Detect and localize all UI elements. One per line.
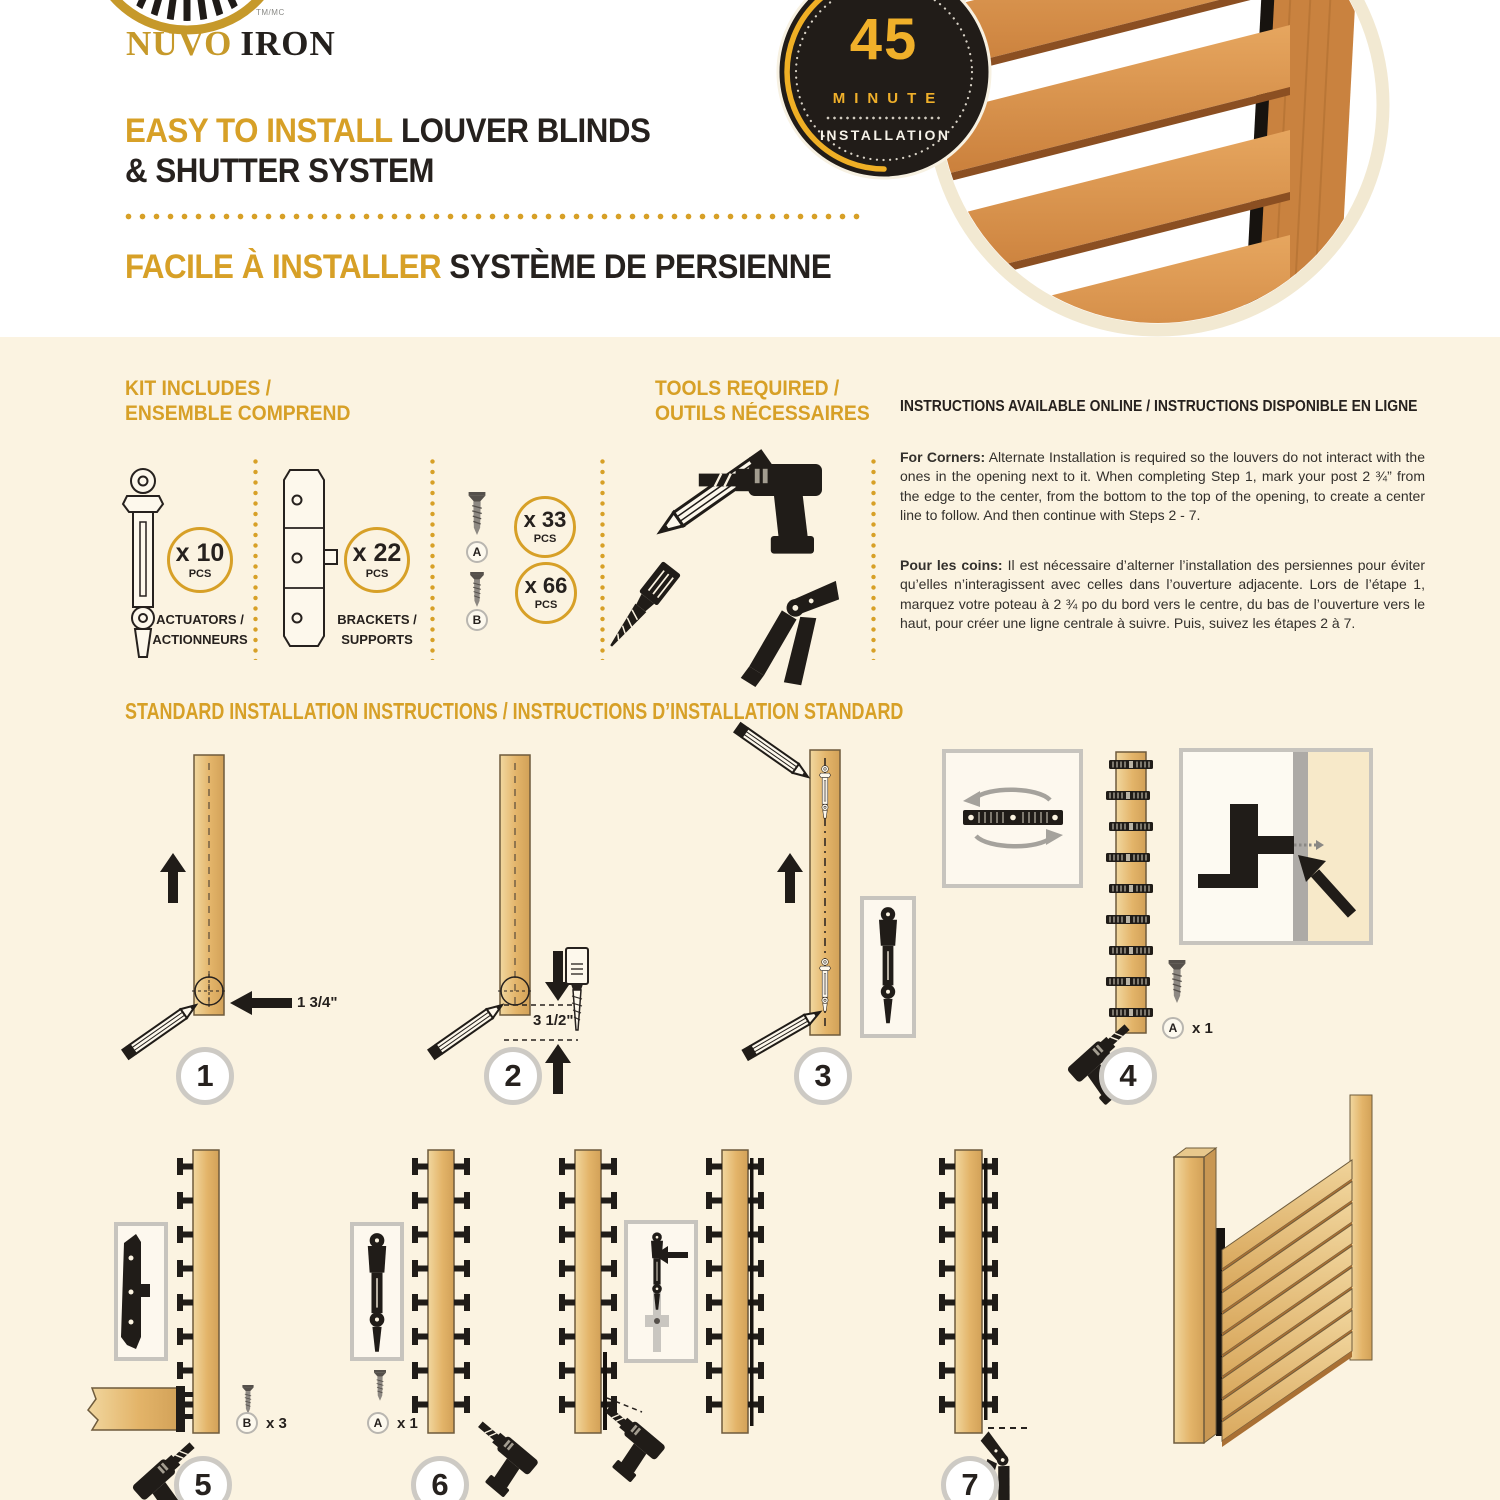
bracket-mount-inset	[1181, 750, 1371, 943]
kit-divider-1	[253, 458, 258, 660]
step5-screw-qty: x 3	[266, 1415, 287, 1432]
title-en-accent: EASY TO INSTALL	[125, 112, 393, 150]
drill-bit-icon	[602, 561, 681, 653]
step5-illustration	[88, 1150, 254, 1500]
bracket-inset	[116, 1224, 166, 1359]
step-number-7: 7	[941, 1456, 999, 1500]
tools-heading: TOOLS REQUIRED / OUTILS NÉCESSAIRES	[655, 377, 870, 426]
kit-actuators-label: ACTUATORS / ACTIONNEURS	[152, 612, 248, 647]
badge-number: 45	[849, 7, 919, 72]
corners-note-fr-body: Il est nécessaire d’alterner l’installation des persiennes pour éviter qu’elles n’interagissent avec celles dans l’ouverture adjacente. Lors de l’étape 1, marquez votre poteau à 2 ¾ po du bord vers le centre, du bas de l’ouverture vers le haut, pour créer une ligne centrale à suivre. Puis, suivez les étapes 2 à 7.	[900, 557, 1425, 631]
step2-illustration	[427, 755, 588, 1094]
title-fr-accent: FACILE À INSTALLER	[125, 248, 442, 286]
finished-louver-panel	[1174, 1095, 1372, 1447]
snips-icon	[740, 568, 842, 699]
step5-screw-badge: B	[236, 1412, 258, 1434]
installation-heading: STANDARD INSTALLATION INSTRUCTIONS / INSTRUCTIONS D’INSTALLATION STANDARD	[125, 698, 904, 724]
screw-a-badge: A	[466, 541, 488, 563]
corners-note-en-lead: For Corners:	[900, 449, 986, 465]
badge-unit: MINUTE	[832, 90, 945, 107]
step6-illustration	[352, 1150, 764, 1500]
step7-illustration	[939, 1150, 1036, 1500]
rotation-inset	[944, 751, 1081, 886]
actuator-inset	[862, 898, 914, 1036]
step-number-2: 2	[484, 1047, 542, 1105]
step3-illustration	[733, 722, 914, 1061]
kit-heading: KIT INCLUDES / ENSEMBLE COMPREND	[125, 377, 351, 426]
title-en-line2: & SHUTTER SYSTEM	[125, 152, 434, 190]
step2-measurement: 3 1/2"	[533, 1012, 574, 1029]
step6-screw-qty: x 1	[397, 1415, 418, 1432]
title-en-line1	[125, 112, 696, 151]
kit-divider-2	[430, 458, 435, 660]
corners-note-en-body: Alternate Installation is required so the louvers do not interact with the ones in the opening next to it. When completing Step 1, mark your post 2 ¾” from the edge to the center, from the bottom to the top of the opening, to create a center line to follow. And then continue with Steps 2 - 7.	[900, 449, 1425, 523]
actuator-inset	[352, 1224, 402, 1359]
brand-iron: IRON	[240, 24, 336, 63]
step-number-3: 3	[794, 1047, 852, 1105]
kit-actuators-qty: x 10 PCS	[167, 527, 233, 593]
step-number-4: 4	[1099, 1047, 1157, 1105]
step1-illustration	[121, 755, 292, 1060]
kit-screw-b-qty: x 66 PCS	[515, 562, 577, 624]
title-fr-rest: SYSTÈME DE PERSIENNE	[449, 248, 832, 286]
drill-icon	[699, 464, 822, 554]
step6-screw-badge: A	[367, 1412, 389, 1434]
badge-dotted-line	[826, 116, 942, 121]
trademark-label: TM/MC	[256, 8, 285, 17]
step4-screw-qty: x 1	[1192, 1020, 1213, 1037]
kit-divider-3	[600, 458, 605, 660]
kit-brackets-label: BRACKETS / SUPPORTS	[337, 612, 417, 647]
corners-note-fr	[900, 556, 1425, 633]
step-number-6: 6	[411, 1456, 469, 1500]
step4-illustration	[944, 750, 1371, 1109]
step4-screw-badge: A	[1162, 1017, 1184, 1039]
title-en-rest: LOUVER BLINDS	[400, 112, 651, 150]
kit-brackets-qty: x 22 PCS	[344, 527, 410, 593]
online-heading: INSTRUCTIONS AVAILABLE ONLINE / INSTRUCTIONS DISPONIBLE EN LIGNE	[900, 398, 1418, 415]
title-fr	[125, 248, 893, 287]
corners-note-en	[900, 448, 1425, 525]
screw-b-badge: B	[466, 609, 488, 631]
screw-b-icon	[470, 572, 484, 607]
badge-label: INSTALLATION	[819, 127, 951, 143]
step1-measurement: 1 3/4"	[297, 994, 338, 1011]
brand-wordmark	[126, 24, 336, 64]
brand-nuvo: NUVO	[126, 24, 233, 63]
step-number-1: 1	[176, 1047, 234, 1105]
screw-a-icon	[469, 492, 486, 535]
dotted-separator	[125, 213, 862, 220]
corners-note-fr-lead: Pour les coins:	[900, 557, 1003, 573]
kit-screw-a-qty: x 33 PCS	[514, 496, 576, 558]
actuator-rod-inset	[626, 1222, 696, 1361]
tools-divider	[871, 458, 876, 660]
step-number-5: 5	[174, 1456, 232, 1500]
